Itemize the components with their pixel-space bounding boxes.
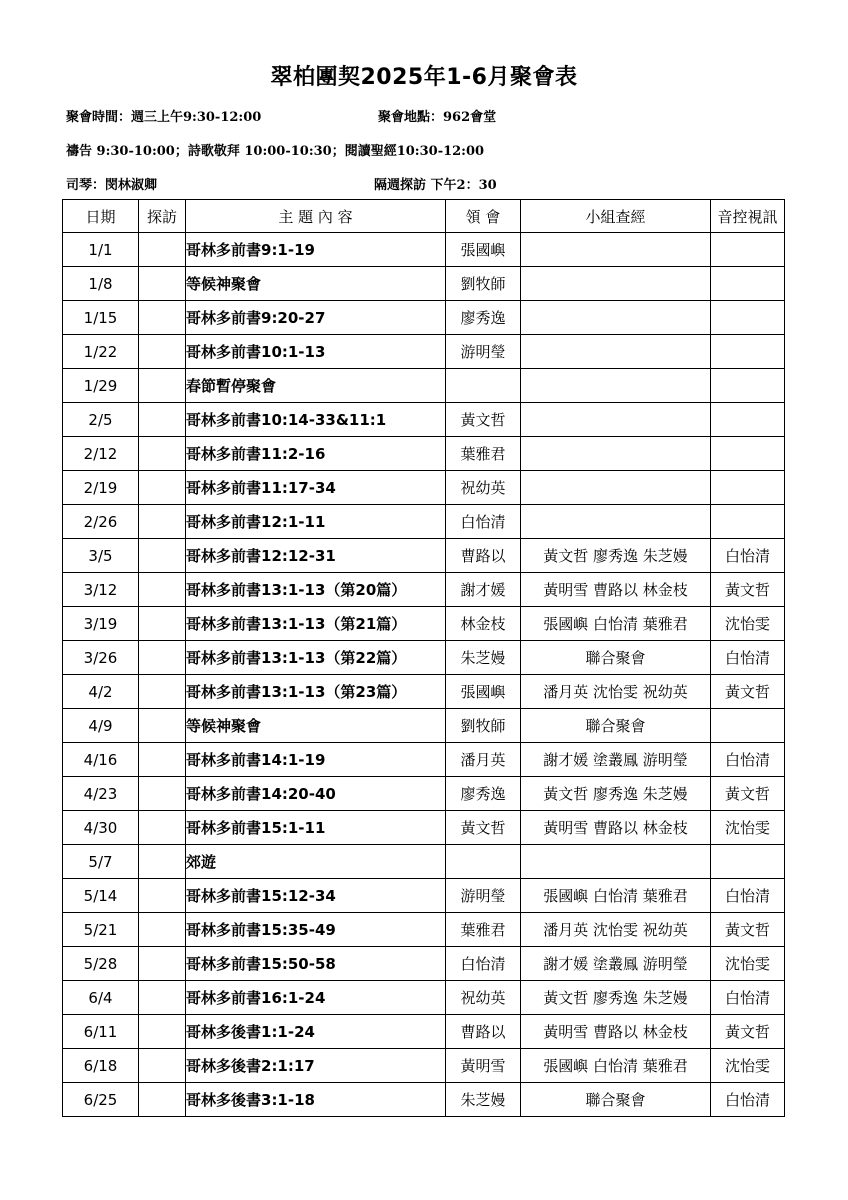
date-cell: 3/12	[63, 573, 139, 607]
group-study-cell: 張國嶼 白怡清 葉雅君	[521, 607, 711, 641]
date-cell: 3/26	[63, 641, 139, 675]
av-cell: 白怡清	[711, 1083, 785, 1117]
av-cell	[711, 471, 785, 505]
header-topic: 主 題 內 容	[186, 200, 446, 233]
av-cell: 沈怡雯	[711, 811, 785, 845]
visit-cell	[139, 1049, 186, 1083]
av-cell	[711, 403, 785, 437]
leader-cell: 黃文哲	[446, 403, 521, 437]
date-cell: 4/16	[63, 743, 139, 777]
topic-cell: 哥林多前書13:1-13（第21篇）	[186, 607, 446, 641]
group-study-cell: 張國嶼 白怡清 葉雅君	[521, 879, 711, 913]
table-row	[63, 437, 785, 471]
visit-schedule	[374, 174, 497, 193]
date-cell: 1/15	[63, 301, 139, 335]
table-row	[63, 267, 785, 301]
leader-cell: 游明瑩	[446, 879, 521, 913]
date-cell: 5/28	[63, 947, 139, 981]
leader-cell: 劉牧師	[446, 267, 521, 301]
leader-cell: 廖秀逸	[446, 301, 521, 335]
date-cell: 6/25	[63, 1083, 139, 1117]
table-row	[63, 335, 785, 369]
date-cell: 5/14	[63, 879, 139, 913]
date-cell: 2/26	[63, 505, 139, 539]
topic-cell: 哥林多前書10:14-33&11:1	[186, 403, 446, 437]
group-study-cell	[521, 335, 711, 369]
table-row	[63, 607, 785, 641]
topic-cell: 哥林多前書15:12-34	[186, 879, 446, 913]
visit-cell	[139, 709, 186, 743]
table-row	[63, 1083, 785, 1117]
leader-cell: 曹路以	[446, 539, 521, 573]
date-cell: 5/7	[63, 845, 139, 879]
visit-cell	[139, 777, 186, 811]
topic-cell: 哥林多前書9:1-19	[186, 233, 446, 267]
av-cell: 沈怡雯	[711, 947, 785, 981]
date-cell: 2/19	[63, 471, 139, 505]
visit-cell	[139, 913, 186, 947]
visit-cell	[139, 879, 186, 913]
topic-cell: 哥林多後書3:1-18	[186, 1083, 446, 1117]
group-study-cell: 黃明雪 曹路以 林金枝	[521, 811, 711, 845]
group-study-cell	[521, 437, 711, 471]
schedule-table	[62, 199, 785, 1117]
table-header-row	[63, 200, 785, 233]
group-study-cell: 黃文哲 廖秀逸 朱芝嫚	[521, 539, 711, 573]
topic-cell: 哥林多前書13:1-13（第23篇）	[186, 675, 446, 709]
group-study-cell	[521, 505, 711, 539]
topic-cell: 哥林多前書13:1-13（第22篇）	[186, 641, 446, 675]
header-group-study: 小組查經	[521, 200, 711, 233]
av-cell: 沈怡雯	[711, 1049, 785, 1083]
date-cell: 6/11	[63, 1015, 139, 1049]
visit-cell	[139, 233, 186, 267]
header-leader: 領 會	[446, 200, 521, 233]
table-row	[63, 675, 785, 709]
av-cell: 黃文哲	[711, 675, 785, 709]
topic-cell: 哥林多前書15:50-58	[186, 947, 446, 981]
av-cell	[711, 845, 785, 879]
visit-cell	[139, 981, 186, 1015]
av-cell: 白怡清	[711, 539, 785, 573]
date-cell: 4/2	[63, 675, 139, 709]
date-cell: 4/23	[63, 777, 139, 811]
schedule-body	[63, 233, 785, 1117]
page-title: 翠柏團契2025年1-6月聚會表	[270, 65, 578, 90]
visit-cell	[139, 301, 186, 335]
topic-cell: 哥林多前書9:20-27	[186, 301, 446, 335]
visit-cell	[139, 403, 186, 437]
group-study-cell: 黃明雪 曹路以 林金枝	[521, 573, 711, 607]
group-study-cell: 黃明雪 曹路以 林金枝	[521, 1015, 711, 1049]
group-study-cell: 聯合聚會	[521, 709, 711, 743]
av-cell	[711, 437, 785, 471]
leader-cell: 謝才媛	[446, 573, 521, 607]
visit-cell	[139, 437, 186, 471]
leader-cell: 張國嶼	[446, 233, 521, 267]
table-row	[63, 301, 785, 335]
table-row	[63, 709, 785, 743]
topic-cell: 哥林多前書12:12-31	[186, 539, 446, 573]
meeting-program	[66, 140, 484, 159]
leader-cell: 林金枝	[446, 607, 521, 641]
av-cell: 黃文哲	[711, 1015, 785, 1049]
leader-cell: 葉雅君	[446, 913, 521, 947]
av-cell	[711, 369, 785, 403]
group-study-cell: 聯合聚會	[521, 1083, 711, 1117]
leader-cell: 朱芝嫚	[446, 1083, 521, 1117]
topic-cell: 等候神聚會	[186, 267, 446, 301]
table-row	[63, 573, 785, 607]
visit-cell	[139, 1083, 186, 1117]
leader-cell: 葉雅君	[446, 437, 521, 471]
visit-schedule-text: 隔週探訪 下午2：30	[374, 178, 497, 193]
date-cell: 6/4	[63, 981, 139, 1015]
leader-cell: 黃文哲	[446, 811, 521, 845]
date-cell: 5/21	[63, 913, 139, 947]
group-study-cell: 潘月英 沈怡雯 祝幼英	[521, 675, 711, 709]
date-cell: 4/30	[63, 811, 139, 845]
visit-cell	[139, 471, 186, 505]
av-cell: 沈怡雯	[711, 607, 785, 641]
visit-cell	[139, 539, 186, 573]
visit-cell	[139, 267, 186, 301]
group-study-cell: 黃文哲 廖秀逸 朱芝嫚	[521, 777, 711, 811]
table-row	[63, 845, 785, 879]
date-cell: 4/9	[63, 709, 139, 743]
leader-cell	[446, 845, 521, 879]
visit-cell	[139, 845, 186, 879]
topic-cell: 哥林多前書15:35-49	[186, 913, 446, 947]
av-cell	[711, 505, 785, 539]
topic-cell: 哥林多前書10:1-13	[186, 335, 446, 369]
meeting-time	[66, 106, 261, 125]
group-study-cell: 潘月英 沈怡雯 祝幼英	[521, 913, 711, 947]
av-cell: 白怡清	[711, 981, 785, 1015]
leader-cell	[446, 369, 521, 403]
table-row	[63, 233, 785, 267]
date-cell: 1/22	[63, 335, 139, 369]
topic-cell: 哥林多前書15:1-11	[186, 811, 446, 845]
leader-cell: 朱芝嫚	[446, 641, 521, 675]
leader-cell: 游明瑩	[446, 335, 521, 369]
group-study-cell: 黃文哲 廖秀逸 朱芝嫚	[521, 981, 711, 1015]
table-row	[63, 743, 785, 777]
leader-cell: 劉牧師	[446, 709, 521, 743]
meeting-place-text: 聚會地點：962會堂	[378, 110, 497, 125]
visit-cell	[139, 641, 186, 675]
visit-cell	[139, 369, 186, 403]
leader-cell: 張國嶼	[446, 675, 521, 709]
table-row	[63, 641, 785, 675]
leader-cell: 祝幼英	[446, 471, 521, 505]
visit-cell	[139, 573, 186, 607]
table-row	[63, 1015, 785, 1049]
group-study-cell	[521, 471, 711, 505]
av-cell	[711, 335, 785, 369]
table-row	[63, 913, 785, 947]
visit-cell	[139, 607, 186, 641]
leader-cell: 白怡清	[446, 505, 521, 539]
visit-cell	[139, 675, 186, 709]
av-cell: 黃文哲	[711, 913, 785, 947]
av-cell	[711, 301, 785, 335]
av-cell: 黃文哲	[711, 777, 785, 811]
group-study-cell	[521, 267, 711, 301]
date-cell: 2/5	[63, 403, 139, 437]
date-cell: 1/1	[63, 233, 139, 267]
av-cell: 白怡清	[711, 879, 785, 913]
visit-cell	[139, 505, 186, 539]
group-study-cell	[521, 301, 711, 335]
leader-cell: 黃明雪	[446, 1049, 521, 1083]
av-cell	[711, 709, 785, 743]
table-row	[63, 947, 785, 981]
date-cell: 6/18	[63, 1049, 139, 1083]
table-row	[63, 505, 785, 539]
topic-cell: 哥林多前書12:1-11	[186, 505, 446, 539]
table-row	[63, 981, 785, 1015]
visit-cell	[139, 811, 186, 845]
group-study-cell: 謝才媛 塗叢鳳 游明瑩	[521, 947, 711, 981]
topic-cell: 哥林多前書14:20-40	[186, 777, 446, 811]
av-cell	[711, 233, 785, 267]
topic-cell: 春節暫停聚會	[186, 369, 446, 403]
table-row	[63, 369, 785, 403]
date-cell: 3/19	[63, 607, 139, 641]
visit-cell	[139, 947, 186, 981]
table-row	[63, 1049, 785, 1083]
topic-cell: 哥林多後書1:1-24	[186, 1015, 446, 1049]
date-cell: 2/12	[63, 437, 139, 471]
leader-cell: 曹路以	[446, 1015, 521, 1049]
av-cell: 白怡清	[711, 743, 785, 777]
leader-cell: 廖秀逸	[446, 777, 521, 811]
table-row	[63, 471, 785, 505]
table-row	[63, 811, 785, 845]
table-row	[63, 403, 785, 437]
topic-cell: 哥林多前書11:2-16	[186, 437, 446, 471]
date-cell: 1/29	[63, 369, 139, 403]
table-row	[63, 777, 785, 811]
header-visit: 探訪	[139, 200, 186, 233]
av-cell: 白怡清	[711, 641, 785, 675]
topic-cell: 哥林多前書14:1-19	[186, 743, 446, 777]
date-cell: 1/8	[63, 267, 139, 301]
leader-cell: 白怡清	[446, 947, 521, 981]
visit-cell	[139, 743, 186, 777]
topic-cell: 哥林多前書13:1-13（第20篇）	[186, 573, 446, 607]
topic-cell: 郊遊	[186, 845, 446, 879]
header-date: 日期	[63, 200, 139, 233]
group-study-cell	[521, 369, 711, 403]
leader-cell: 祝幼英	[446, 981, 521, 1015]
group-study-cell	[521, 845, 711, 879]
group-study-cell: 謝才媛 塗叢鳳 游明瑩	[521, 743, 711, 777]
meeting-program-text: 禱告 9:30-10:00；詩歌敬拜 10:00-10:30；閱讀聖經10:30-12:00	[66, 144, 485, 159]
group-study-cell: 張國嶼 白怡清 葉雅君	[521, 1049, 711, 1083]
topic-cell: 哥林多前書11:17-34	[186, 471, 446, 505]
visit-cell	[139, 1015, 186, 1049]
pianist	[66, 174, 157, 193]
leader-cell: 潘月英	[446, 743, 521, 777]
pianist-text: 司琴：閔林淑卿	[66, 178, 158, 193]
meeting-place	[378, 106, 496, 125]
av-cell	[711, 267, 785, 301]
group-study-cell: 聯合聚會	[521, 641, 711, 675]
meeting-time-text: 聚會時間：週三上午9:30-12:00	[66, 110, 262, 125]
topic-cell: 哥林多前書16:1-24	[186, 981, 446, 1015]
table-row	[63, 539, 785, 573]
group-study-cell	[521, 233, 711, 267]
header-av: 音控視訊	[711, 200, 785, 233]
av-cell: 黃文哲	[711, 573, 785, 607]
topic-cell: 等候神聚會	[186, 709, 446, 743]
visit-cell	[139, 335, 186, 369]
date-cell: 3/5	[63, 539, 139, 573]
table-row	[63, 879, 785, 913]
topic-cell: 哥林多後書2:1:17	[186, 1049, 446, 1083]
group-study-cell	[521, 403, 711, 437]
